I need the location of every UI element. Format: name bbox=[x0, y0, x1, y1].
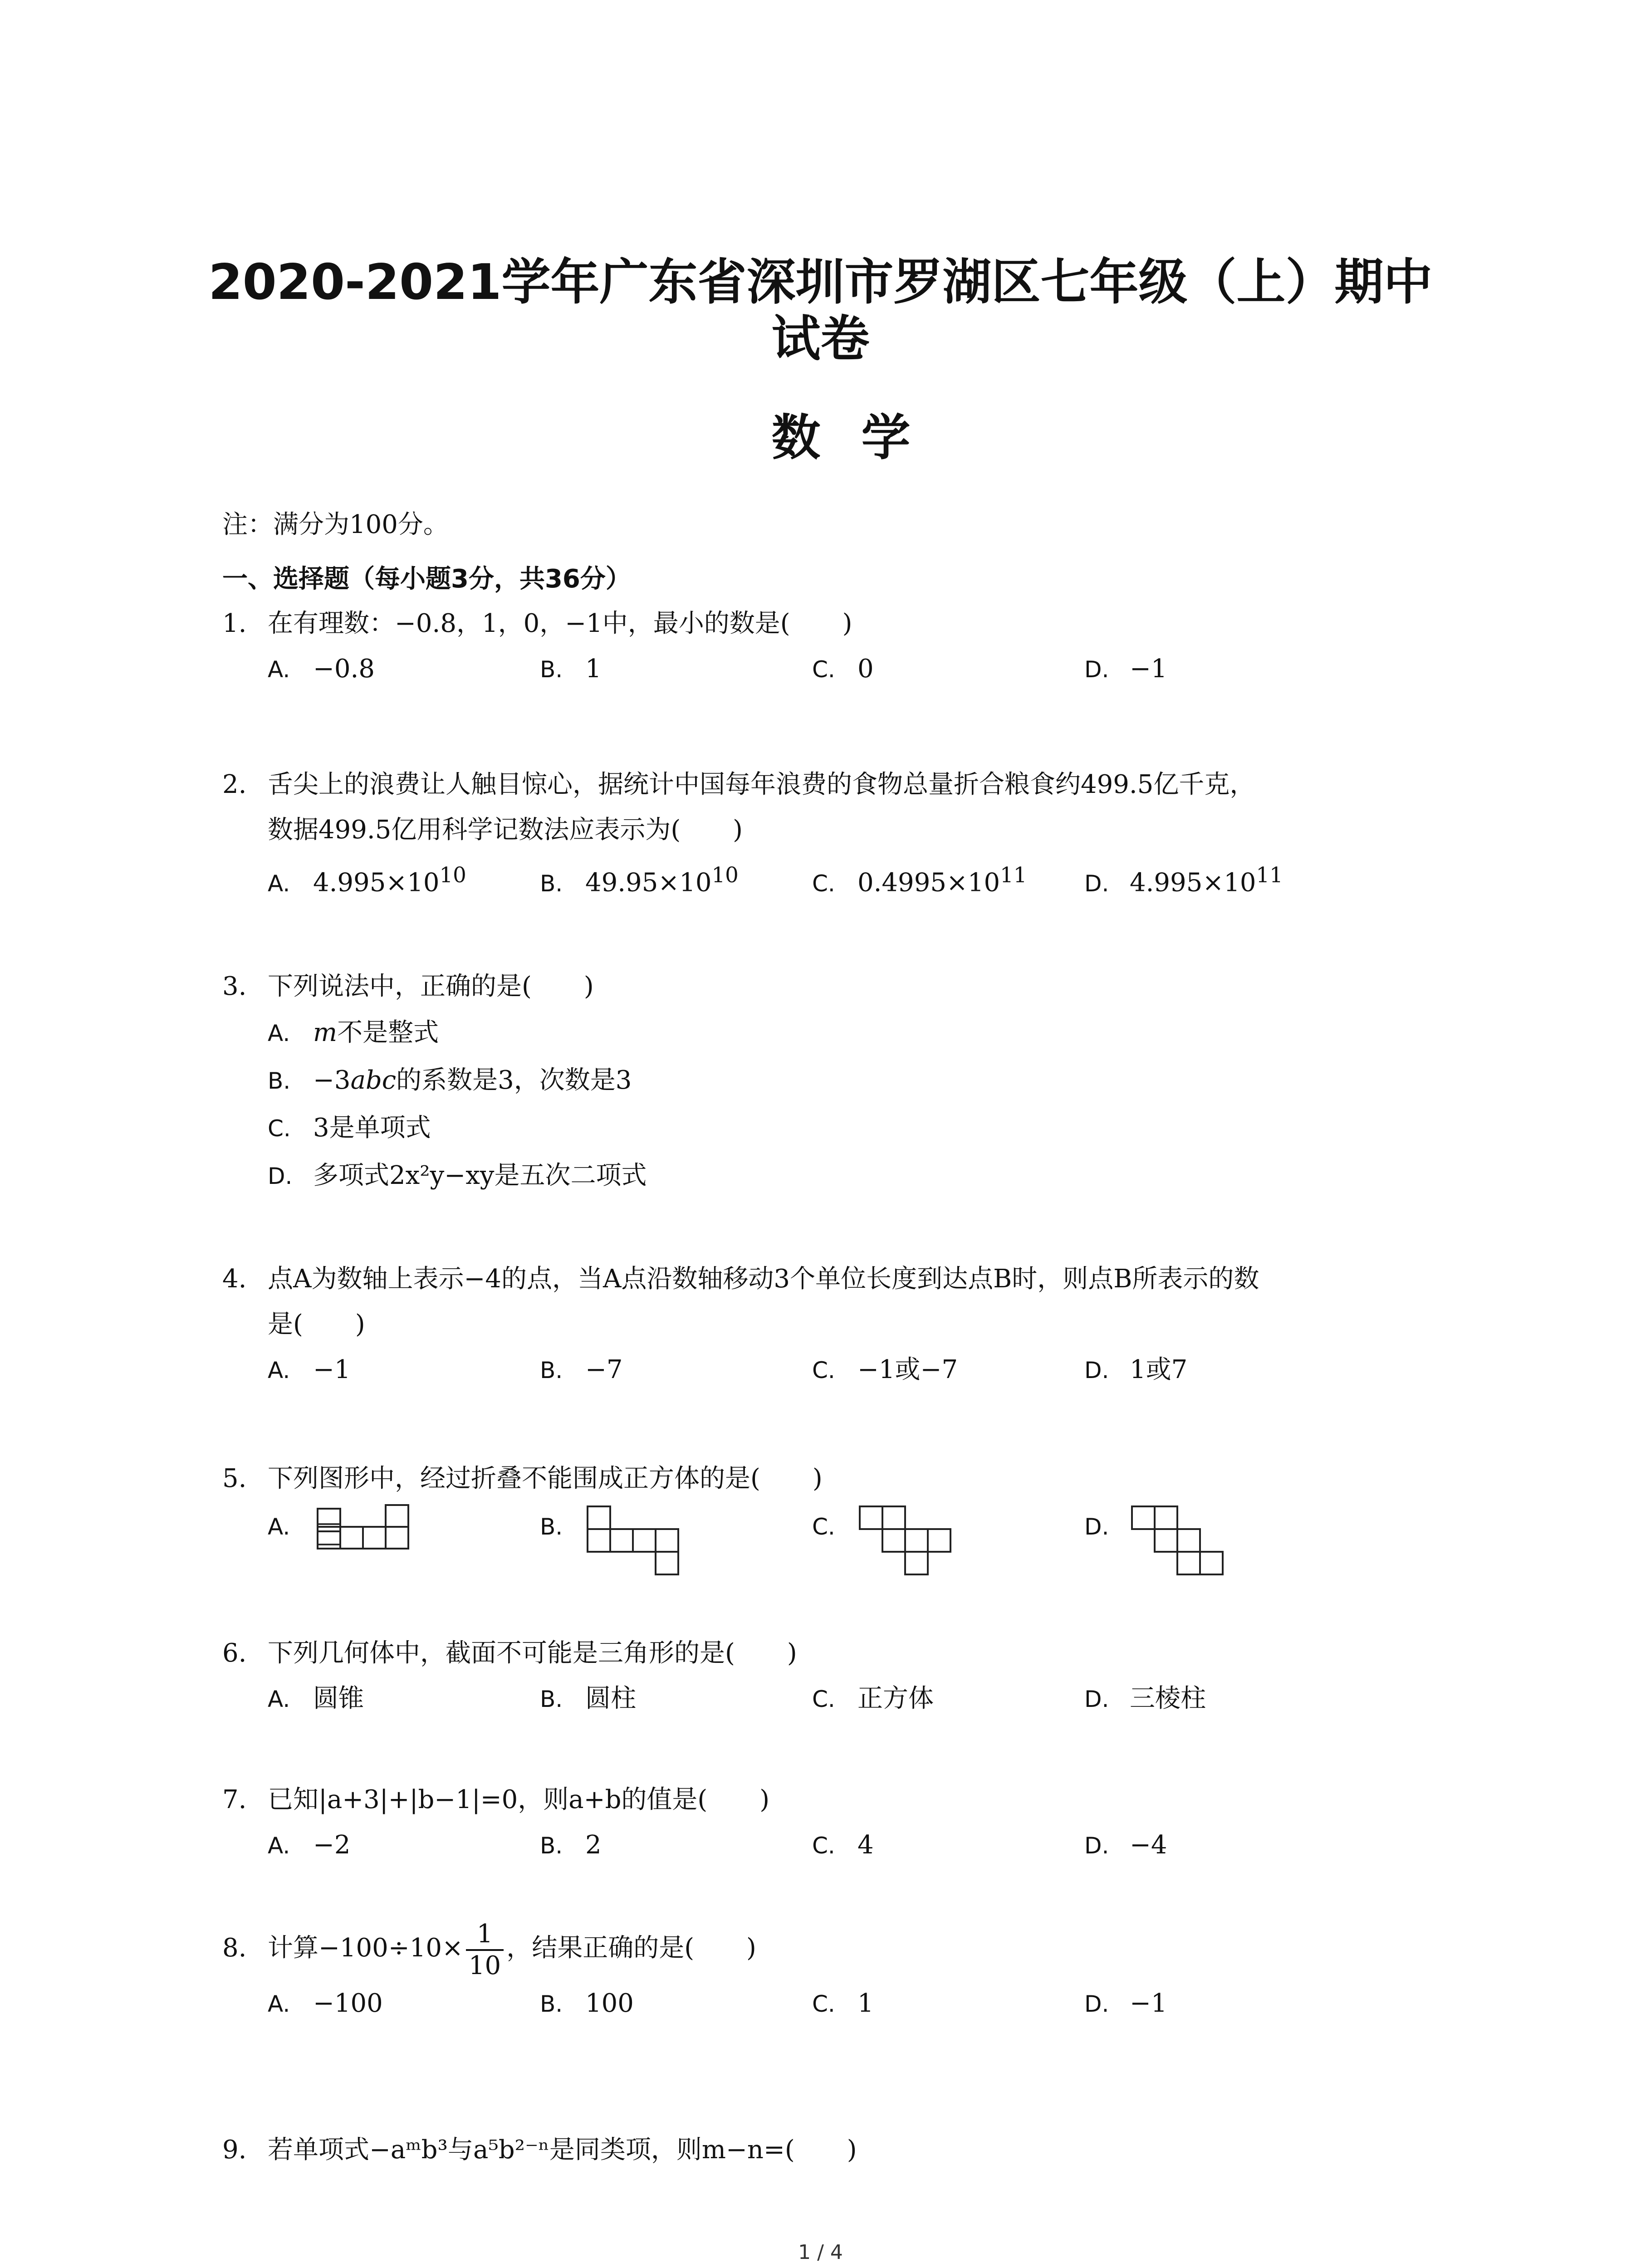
option-letter: A. bbox=[268, 1833, 290, 1859]
cube-net-a bbox=[313, 1504, 413, 1554]
option-letter: B. bbox=[540, 1990, 563, 2017]
option-d[interactable] bbox=[1084, 1347, 1357, 1393]
stem-text: 下列几何体中，截面不可能是三角形的是( bbox=[268, 1638, 735, 1668]
option-text: 4.995×10 bbox=[1130, 868, 1256, 898]
option-text: −1 bbox=[1130, 654, 1167, 684]
option-letter: B. bbox=[540, 1357, 563, 1383]
question-number: 2. bbox=[222, 770, 247, 799]
option-text: 4.995×10 bbox=[313, 868, 440, 898]
option-a[interactable] bbox=[268, 646, 540, 692]
option-text: 49.95×10 bbox=[585, 868, 712, 898]
option-b[interactable] bbox=[540, 1347, 812, 1393]
option-text: 4 bbox=[857, 1830, 874, 1860]
stem-text: 在有理数：−0.8，1，0，−1中，最小的数是( bbox=[268, 609, 790, 638]
option-letter: A. bbox=[268, 656, 290, 683]
option-exponent: 10 bbox=[711, 863, 739, 888]
option-letter: A. bbox=[268, 1020, 290, 1046]
option-b[interactable] bbox=[540, 646, 812, 692]
options-row bbox=[222, 646, 1447, 692]
option-b[interactable] bbox=[540, 1823, 812, 1868]
stem-text-line-2: 是( bbox=[268, 1310, 303, 1339]
cube-net-d bbox=[1130, 1504, 1230, 1577]
option-c[interactable] bbox=[812, 646, 1084, 692]
option-text: 圆锥 bbox=[313, 1684, 364, 1713]
question-4 bbox=[222, 1256, 1447, 1393]
option-letter: D. bbox=[1084, 1514, 1109, 1540]
option-text: 0.4995×10 bbox=[857, 868, 1000, 898]
option-b[interactable] bbox=[540, 853, 812, 906]
option-b[interactable] bbox=[540, 1981, 812, 2027]
question-stem bbox=[222, 762, 1447, 853]
question-stem bbox=[222, 601, 1447, 646]
option-text: 2 bbox=[585, 1830, 602, 1860]
option-letter: C. bbox=[812, 656, 835, 683]
question-number: 5. bbox=[222, 1464, 247, 1493]
option-text: −100 bbox=[313, 1988, 383, 2018]
fraction bbox=[466, 1919, 504, 1981]
option-a[interactable] bbox=[268, 1981, 540, 2027]
option-letter: A. bbox=[268, 1514, 290, 1540]
stem-paren: ) bbox=[759, 1785, 770, 1814]
option-coefficient: −3 bbox=[313, 1066, 351, 1095]
option-d[interactable] bbox=[1084, 1823, 1357, 1868]
option-text: −1或−7 bbox=[857, 1355, 958, 1384]
options-row bbox=[222, 1981, 1447, 2027]
option-d[interactable] bbox=[1084, 1504, 1357, 1577]
option-a[interactable] bbox=[268, 1823, 540, 1868]
fraction-denominator: 10 bbox=[468, 1950, 501, 1980]
stem-text: 已知|a+3|+|b−1|=0，则a+b的值是( bbox=[268, 1785, 708, 1814]
option-text: 1或7 bbox=[1130, 1355, 1188, 1384]
stem-paren: ) bbox=[847, 2135, 857, 2165]
question-number: 7. bbox=[222, 1785, 247, 1814]
option-letter: D. bbox=[1084, 1686, 1109, 1712]
options-row bbox=[222, 1676, 1447, 1722]
option-letter: B. bbox=[540, 1833, 563, 1859]
section-heading: 一、选择题（每小题3分，共36分） bbox=[222, 564, 631, 594]
question-stem bbox=[222, 1916, 1447, 1981]
option-exponent: 11 bbox=[1256, 863, 1283, 888]
option-letter: C. bbox=[812, 1357, 835, 1383]
option-b[interactable] bbox=[540, 1504, 812, 1577]
option-letter: C. bbox=[812, 1514, 835, 1540]
option-text: −1 bbox=[313, 1355, 351, 1384]
options-row bbox=[222, 853, 1447, 906]
stem-text: 点A为数轴上表示−4的点，当A点沿数轴移动3个单位长度到达点B时，则点B所表示的数 bbox=[268, 1264, 1259, 1294]
fraction-numerator: 1 bbox=[466, 1919, 504, 1951]
question-1 bbox=[222, 601, 1447, 692]
question-stem bbox=[222, 1777, 1447, 1823]
question-number: 9. bbox=[222, 2135, 247, 2165]
option-letter: C. bbox=[812, 1990, 835, 2017]
option-letter: D. bbox=[1084, 1833, 1109, 1859]
page-title bbox=[136, 254, 1505, 367]
option-a[interactable] bbox=[268, 1504, 540, 1577]
question-7 bbox=[222, 1777, 1447, 1868]
stem-paren: ) bbox=[842, 609, 852, 638]
option-letter: B. bbox=[268, 1068, 291, 1094]
cube-net-c bbox=[857, 1504, 957, 1577]
option-letter: A. bbox=[268, 870, 290, 897]
option-letter: A. bbox=[268, 1990, 290, 2017]
question-number: 1. bbox=[222, 609, 247, 638]
stem-paren: ) bbox=[746, 1933, 756, 1963]
title-line-2: 试卷 bbox=[771, 311, 870, 367]
option-letter: D. bbox=[268, 1163, 293, 1189]
option-text: −4 bbox=[1130, 1830, 1167, 1860]
option-letter: C. bbox=[812, 1686, 835, 1712]
question-number: 3. bbox=[222, 972, 247, 1001]
option-d[interactable] bbox=[1084, 1676, 1357, 1722]
option-text: 0 bbox=[857, 654, 874, 684]
question-5 bbox=[222, 1456, 1447, 1577]
option-text: 100 bbox=[585, 1988, 634, 2018]
option-letter: B. bbox=[540, 1686, 563, 1712]
stem-paren: ) bbox=[583, 972, 594, 1001]
question-2 bbox=[222, 762, 1447, 906]
stem-text: 下列图形中，经过折叠不能围成正方体的是( bbox=[268, 1464, 760, 1493]
option-letter: D. bbox=[1084, 870, 1109, 897]
stem-paren: ) bbox=[812, 1464, 823, 1493]
option-c[interactable] bbox=[812, 1823, 1084, 1868]
option-b[interactable] bbox=[268, 1057, 1447, 1105]
option-variable: abc bbox=[350, 1066, 397, 1095]
option-text: 圆柱 bbox=[585, 1684, 636, 1713]
stem-paren: ) bbox=[355, 1310, 365, 1339]
option-text: 不是整式 bbox=[337, 1018, 439, 1047]
score-note: 注：满分为100分。 bbox=[222, 510, 449, 539]
option-text: 的系数是3，次数是3 bbox=[396, 1066, 632, 1095]
option-letter: A. bbox=[268, 1686, 290, 1712]
question-3 bbox=[222, 964, 1447, 1200]
option-c[interactable] bbox=[812, 1347, 1084, 1393]
cube-net-b bbox=[585, 1504, 685, 1577]
title-line-1: 2020-2021学年广东省深圳市罗湖区七年级（上）期中 bbox=[208, 254, 1433, 311]
option-c[interactable] bbox=[268, 1105, 1447, 1152]
option-d[interactable] bbox=[1084, 1981, 1357, 2027]
stem-text: 下列说法中，正确的是( bbox=[268, 972, 532, 1001]
stem-text: 计算−100÷10× bbox=[268, 1933, 463, 1963]
option-letter: B. bbox=[540, 656, 563, 683]
option-d[interactable] bbox=[268, 1152, 1447, 1200]
option-text: 1 bbox=[585, 654, 602, 684]
question-stem bbox=[222, 1256, 1447, 1347]
option-text: −7 bbox=[585, 1355, 623, 1384]
options-row bbox=[222, 1504, 1447, 1577]
option-c[interactable] bbox=[812, 1676, 1084, 1722]
option-d[interactable] bbox=[1084, 853, 1357, 906]
option-text: 三棱柱 bbox=[1130, 1684, 1206, 1713]
option-letter: C. bbox=[268, 1115, 291, 1142]
question-number: 4. bbox=[222, 1264, 247, 1294]
option-text: −2 bbox=[313, 1830, 351, 1860]
option-variable: m bbox=[313, 1018, 338, 1047]
stem-paren: ) bbox=[733, 815, 743, 845]
option-letter: B. bbox=[540, 1514, 563, 1540]
option-c[interactable] bbox=[812, 1504, 1084, 1577]
options-row bbox=[222, 1823, 1447, 1868]
option-a[interactable] bbox=[268, 1347, 540, 1393]
options-row bbox=[222, 1347, 1447, 1393]
option-letter: D. bbox=[1084, 1357, 1109, 1383]
question-stem bbox=[222, 964, 1447, 1009]
option-text: 3是单项式 bbox=[313, 1113, 431, 1143]
question-number: 8. bbox=[222, 1933, 247, 1963]
question-stem bbox=[222, 1456, 1447, 1501]
option-a[interactable] bbox=[268, 853, 540, 906]
option-letter: C. bbox=[812, 1833, 835, 1859]
stem-text-line-2: 数据499.5亿用科学记数法应表示为( bbox=[268, 815, 681, 845]
stem-text-end: ，结果正确的是( bbox=[506, 1933, 695, 1963]
option-c[interactable] bbox=[812, 1981, 1084, 2027]
option-exponent: 10 bbox=[439, 863, 466, 888]
question-number: 6. bbox=[222, 1638, 247, 1668]
question-8 bbox=[222, 1916, 1447, 2027]
stem-paren: ) bbox=[787, 1638, 797, 1668]
option-text: 正方体 bbox=[857, 1684, 934, 1713]
option-text: 1 bbox=[857, 1988, 874, 2018]
option-c[interactable] bbox=[812, 853, 1084, 906]
question-6 bbox=[222, 1631, 1447, 1722]
option-d[interactable] bbox=[1084, 646, 1357, 692]
subject-heading: 数学 bbox=[771, 410, 951, 466]
page-number: 1 / 4 bbox=[798, 2241, 843, 2264]
question-stem bbox=[222, 2127, 1447, 2173]
stem-text: 舌尖上的浪费让人触目惊心，据统计中国每年浪费的食物总量折合粮食约499.5亿千克， bbox=[268, 770, 1255, 799]
option-text: −0.8 bbox=[313, 654, 375, 684]
option-letter: D. bbox=[1084, 1990, 1109, 2017]
option-a[interactable] bbox=[268, 1676, 540, 1722]
option-text: 多项式2x²y−xy是五次二项式 bbox=[313, 1161, 647, 1190]
option-exponent: 11 bbox=[1000, 863, 1027, 888]
question-stem bbox=[222, 1631, 1447, 1676]
option-b[interactable] bbox=[540, 1676, 812, 1722]
option-letter: B. bbox=[540, 870, 563, 897]
option-a[interactable] bbox=[268, 1009, 1447, 1057]
option-letter: A. bbox=[268, 1357, 290, 1383]
options-column bbox=[222, 1009, 1447, 1200]
option-text: −1 bbox=[1130, 1988, 1167, 2018]
question-9 bbox=[222, 2127, 1447, 2173]
option-letter: D. bbox=[1084, 656, 1109, 683]
stem-text: 若单项式−aᵐb³与a⁵b²⁻ⁿ是同类项，则m−n=( bbox=[268, 2135, 795, 2165]
option-letter: C. bbox=[812, 870, 835, 897]
